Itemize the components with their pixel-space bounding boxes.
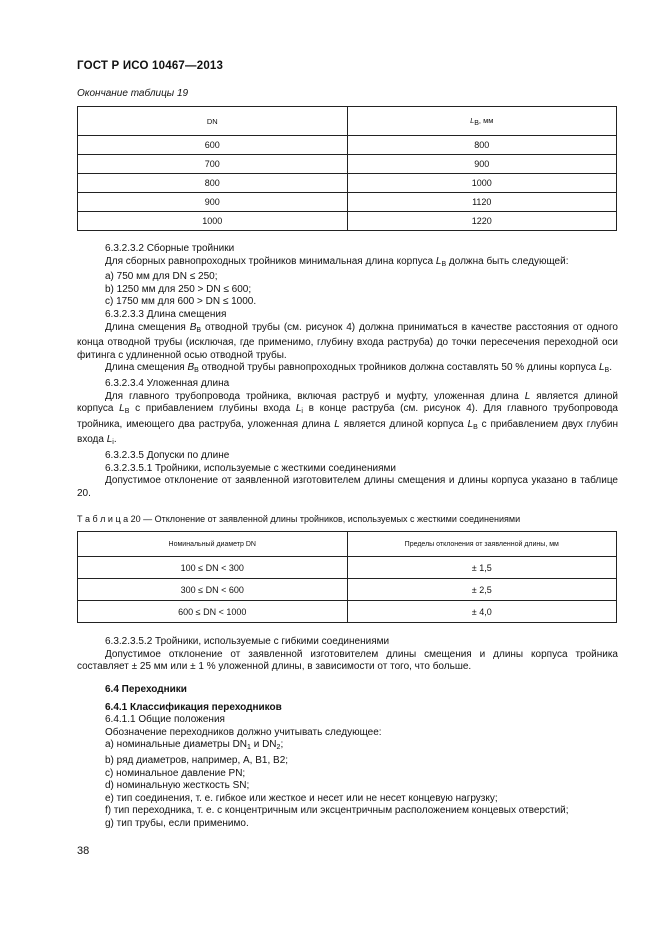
table-cell: 700 — [78, 155, 348, 174]
section-heading-6-3-2-3-3: 6.3.2.3.3 Длина смещения — [105, 308, 227, 320]
subscript: i — [301, 408, 303, 416]
section-heading-6-3-2-3-5-1: 6.3.2.3.5.1 Тройники, используемые с жесткими соединениями — [105, 462, 396, 474]
paragraph — [77, 322, 618, 363]
paragraph: Обозначение переходников должно учитывать следующее: — [105, 726, 382, 738]
variable: B — [187, 362, 195, 374]
paragraph — [77, 256, 618, 272]
table-cell: 1120 — [347, 193, 617, 212]
text-run: Длина смещения — [105, 362, 188, 374]
variable: B — [189, 321, 197, 333]
text-run: . — [609, 362, 612, 374]
list-item: d) номинальную жесткость SN; — [105, 780, 250, 792]
table-row — [78, 601, 617, 623]
table-row — [78, 174, 617, 193]
body-text-block-1 — [77, 243, 618, 500]
page-number: 38 — [77, 845, 90, 857]
lb-subscript: B — [474, 119, 479, 127]
table-row — [78, 579, 617, 601]
section-heading-6-4-1: 6.4.1 Классификация переходников — [105, 701, 282, 713]
list-item: c) 1750 мм для 600 > DN ≤ 1000. — [105, 296, 257, 308]
table-19 — [77, 106, 617, 231]
table-cell: 1000 — [347, 174, 617, 193]
table-cell: 800 — [347, 136, 617, 155]
subscript: B — [441, 260, 447, 268]
table-20-caption: Т а б л и ц а 20 — Отклонение от заявленной длины тройников, используемых с жесткими соединениями — [77, 514, 521, 524]
paragraph — [77, 391, 618, 450]
table-row — [78, 193, 617, 212]
table-row — [78, 557, 617, 579]
paragraph: Допустимое отклонение от заявленной изготовителем длины смещения и длины корпуса указано в таблице 20. — [77, 475, 618, 499]
list-item: e) тип соединения, т. е. гибкое или жесткое и несет или не несет концевую нагрузку; — [105, 792, 498, 804]
list-item — [77, 739, 618, 755]
variable: L — [119, 403, 125, 415]
lb-symbol: L — [470, 115, 475, 125]
table-cell: ± 1,5 — [347, 557, 617, 579]
table-row — [78, 155, 617, 174]
text-run: Для сборных равнопроходных тройников минимальная длина корпуса — [105, 255, 436, 267]
list-item: g) тип трубы, если применимо. — [105, 817, 249, 829]
text-run: Длина смещения — [105, 321, 190, 333]
column-header-lb — [347, 107, 617, 136]
list-item: b) 1250 мм для 250 > DN ≤ 600; — [105, 283, 252, 295]
text-run: с прибавлением двух глубин входа — [77, 418, 619, 446]
text-run: является длиной корпуса — [77, 390, 619, 415]
table-cell: 900 — [78, 193, 348, 212]
column-header-tolerance: Пределы отклонения от заявленной длины, мм — [347, 532, 617, 557]
text-run: отводной трубы (см. рисунок 4) должна приниматься в качестве расстояния от одного конца отводной трубы (исключая, где применимо, глубину входа раструба) до точки пересечения переходной оси фитинга с удлиненной осью отводной трубы. — [77, 321, 618, 361]
subscript: B — [196, 326, 202, 334]
table-cell: 600 — [78, 136, 348, 155]
subscript: B — [194, 367, 199, 375]
section-6-4 — [77, 684, 618, 831]
text-run: в конце раструба (см. рисунок 4). Для главного трубопровода тройника, имеющего два раструба, уложенная длина — [77, 403, 618, 430]
subscript: B — [604, 367, 610, 375]
subscript: 1 — [247, 744, 251, 752]
variable: L — [295, 403, 302, 415]
text-run: должна быть следующей: — [446, 255, 569, 267]
page-header: ГОСТ Р ИСО 10467—2013 — [77, 60, 224, 72]
table-cell: 100 ≤ DN < 300 — [78, 557, 348, 579]
subscript: B — [473, 423, 478, 431]
paragraph — [77, 362, 618, 378]
table-cell: 1220 — [347, 212, 617, 231]
section-heading-6-3-2-3-5-2: 6.3.2.3.5.2 Тройники, используемые с гибкими соединениями — [105, 636, 390, 647]
list-item: c) номинальное давление PN; — [105, 767, 246, 779]
table-cell: 1000 — [78, 212, 348, 231]
table-cell: ± 4,0 — [347, 601, 617, 623]
text-run: с прибавлением глубины входа — [129, 403, 296, 415]
variable: L — [106, 434, 113, 446]
section-heading-6-4: 6.4 Переходники — [105, 684, 187, 695]
text-run: ; — [280, 739, 284, 751]
section-heading-6-3-2-3-4: 6.3.2.3.4 Уложенная длина — [105, 377, 230, 389]
text-run: отводной трубы равнопроходных тройников должна составлять 50 % длины корпуса — [198, 362, 599, 374]
table-header-row — [78, 532, 617, 557]
list-item: a) 750 мм для DN ≤ 250; — [105, 271, 218, 283]
text-run: . — [113, 434, 117, 446]
table-row — [78, 136, 617, 155]
column-header-nominal-diameter: Номинальный диаметр DN — [78, 532, 348, 557]
text-run: a) номинальные диаметры DN — [105, 739, 248, 751]
table-cell: ± 2,5 — [347, 579, 617, 601]
section-heading-6-3-2-3-2: 6.3.2.3.2 Сборные тройники — [105, 243, 235, 254]
lb-unit: , мм — [478, 115, 494, 125]
variable: L — [598, 362, 605, 374]
section-heading-6-3-2-3-5: 6.3.2.3.5 Допуски по длине — [105, 449, 230, 461]
table-20 — [77, 531, 617, 623]
table-cell: 600 ≤ DN < 1000 — [78, 601, 348, 623]
text-run: и DN — [250, 739, 277, 751]
variable: L — [467, 418, 474, 430]
paragraph: Допустимое отклонение от заявленной изготовителем длины смещения и длины корпуса тройника составляет ± 25 мм или ± 1 % уложенной длины, в зависимости от того, что больше. — [77, 648, 618, 673]
column-header-dn: DN — [78, 107, 348, 136]
table-cell: 900 — [347, 155, 617, 174]
table-19-caption: Окончание таблицы 19 — [77, 88, 189, 99]
table-cell: 300 ≤ DN < 600 — [78, 579, 348, 601]
variable: L — [334, 418, 340, 430]
subscript: B — [124, 408, 130, 416]
subscript: 2 — [276, 744, 281, 752]
section-heading-6-4-1-1: 6.4.1.1 Общие положения — [105, 714, 225, 726]
text-run: Для главного трубопровода тройника, включая раструб и муфту, уложенная длина — [105, 390, 525, 402]
table-header-row — [78, 107, 617, 136]
table-cell: 800 — [78, 174, 348, 193]
variable: L — [524, 390, 531, 402]
variable: L — [435, 255, 442, 267]
body-text-block-2 — [77, 636, 618, 674]
list-item: b) ряд диаметров, например, A, B1, B2; — [105, 754, 289, 766]
list-item: f) тип переходника, т. е. с концентричным или эксцентричным расположением концевых отверстий; — [105, 805, 569, 817]
text-run: является длиной корпуса — [339, 418, 468, 430]
table-row — [78, 212, 617, 231]
subscript: i — [112, 439, 114, 447]
